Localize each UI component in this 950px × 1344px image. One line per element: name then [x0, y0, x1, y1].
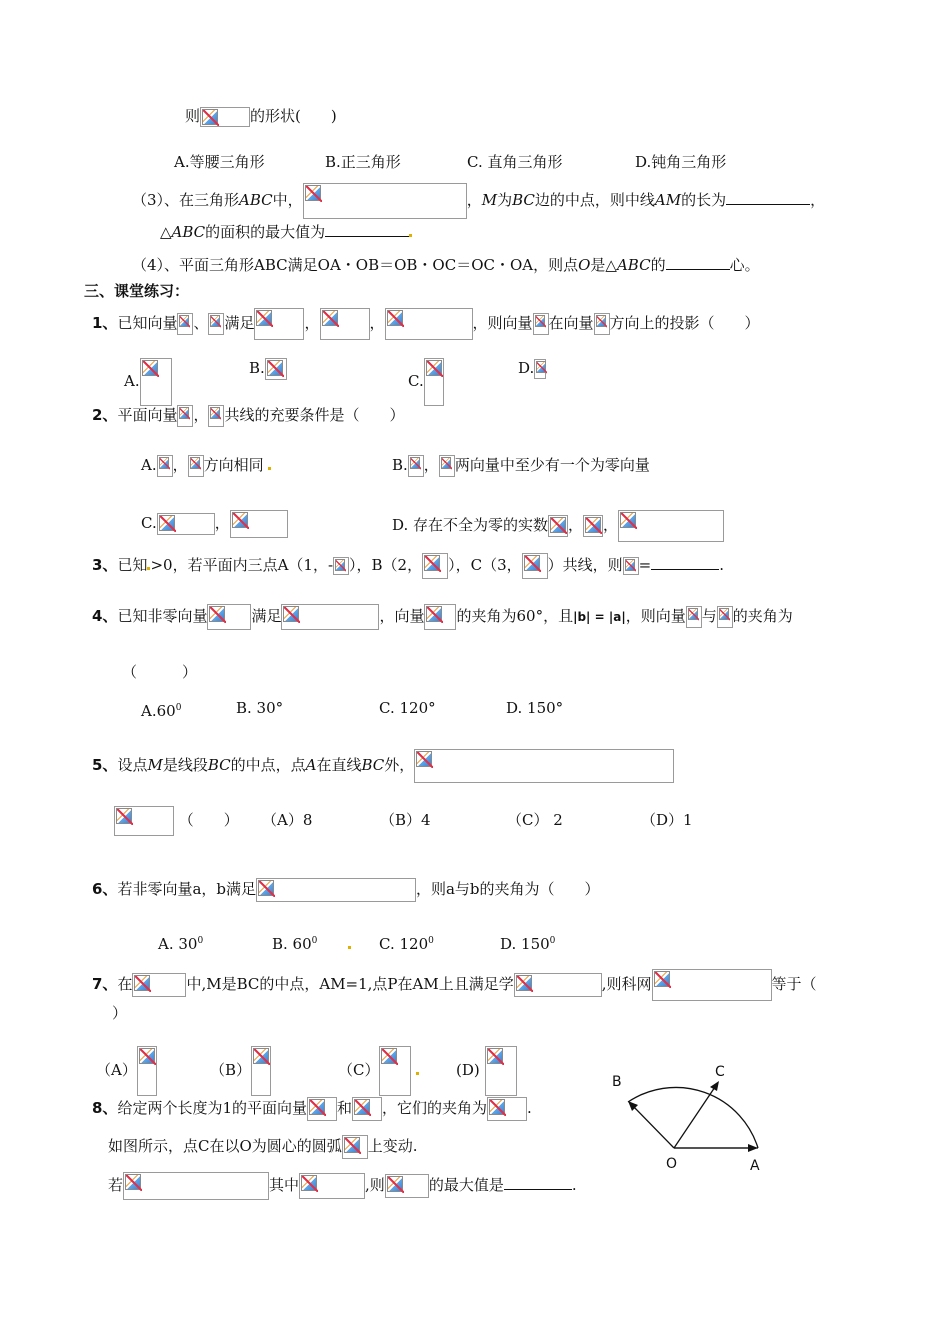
vector-image	[594, 313, 610, 335]
exercise-7-paren-close: ）	[112, 1004, 128, 1022]
exercise-2-option-b: B. ， 两向量中至少有一个为零向量	[392, 455, 650, 477]
vector-oc	[674, 1084, 717, 1148]
option-a: （A）	[96, 1046, 157, 1096]
formula-image	[385, 1174, 429, 1198]
formula-image	[623, 557, 639, 575]
formula-image	[320, 308, 370, 340]
exercise-4-paren: （ ）	[122, 663, 198, 681]
option-d: D.	[518, 358, 546, 379]
exercise-2-option-c: C. ，	[141, 510, 288, 538]
option-d: （D）1	[641, 811, 693, 829]
question-3-line-1: （3）、在三角形ABC中， ，M为BC边的中点，则中线AM的长为 ，	[132, 183, 825, 219]
formula-image	[514, 973, 602, 997]
formula-image	[485, 1046, 517, 1096]
label-b: B	[612, 1074, 622, 1090]
prev-question-shape-line: 则 的形状( )	[185, 107, 337, 125]
label-a: A	[750, 1158, 760, 1174]
formula-image	[157, 513, 215, 535]
vector-image	[686, 606, 702, 628]
option-a: A.	[124, 358, 172, 406]
option-d: D.钝角三角形	[635, 153, 727, 171]
exercise-1-stem: 1、已知向量 、 满足 ， ， ，则向量 在向量 方向上的投影（ ）	[92, 308, 760, 340]
vector-a-image	[177, 405, 193, 427]
label-c: C	[715, 1064, 725, 1080]
formula-image	[299, 1173, 365, 1199]
formula-image	[303, 183, 467, 219]
formula-image	[487, 1097, 527, 1121]
vector-a-image	[177, 313, 193, 335]
option-c: C. 120°	[379, 699, 436, 717]
formula-image	[200, 107, 250, 127]
option-d: (D)	[456, 1046, 517, 1096]
exercise-8-line-3: 若 其中 ,则 的最大值是 .	[108, 1172, 577, 1200]
formula-image	[307, 1097, 337, 1121]
exercise-2-option-a: A. ， 方向相同	[141, 455, 271, 477]
vector-image	[408, 455, 424, 477]
vector-image	[533, 313, 549, 335]
arc-ab	[628, 1087, 758, 1148]
formula-image	[256, 878, 416, 902]
exercise-7-stem: 7、在 中,M是BC的中点，AM=1,点P在AM上且满足学 ,则科网 等于（	[92, 969, 817, 1001]
option-d: D. 150°	[506, 699, 564, 717]
vector-b-image	[208, 405, 224, 427]
question-4-line: （4）、平面三角形ABC满足OA・OB＝OB・OC＝OC・OA，则点O是△ABC的 心。	[132, 256, 760, 274]
option-b: B.正三角形	[325, 153, 401, 171]
option-c: （C）	[338, 1046, 419, 1096]
option-d: D. $150^0$	[500, 935, 556, 953]
option-b: （B）4	[380, 811, 431, 829]
formula-image	[422, 553, 448, 579]
answer-blank	[726, 204, 810, 205]
formula-image	[652, 969, 772, 1001]
exercise-5-formula: （ ）	[114, 806, 239, 836]
formula-image	[379, 1046, 411, 1096]
option-c: （C） 2	[507, 811, 563, 829]
formula-image	[254, 308, 304, 340]
exercise-4-stem: 4、已知非零向量 满足 ，向量 的夹角为60°，且|b| = |a|，则向量 与 的夹角为	[92, 604, 793, 630]
formula-image	[352, 1097, 382, 1121]
option-b: B. 30°	[236, 699, 284, 717]
formula-image	[230, 510, 288, 538]
vector-image	[717, 606, 733, 628]
vector-image	[157, 455, 173, 477]
option-a: $A.60^0$	[141, 702, 182, 720]
answer-blank	[504, 1189, 572, 1190]
formula-image	[618, 510, 724, 542]
option-c: C. $120^0$	[379, 935, 434, 953]
formula-image	[251, 1046, 271, 1096]
option-b: （B）	[210, 1046, 271, 1096]
option-c: C.	[408, 358, 444, 406]
option-b: B. $60^0$	[272, 931, 351, 954]
formula-image	[424, 358, 444, 406]
formula-image	[207, 604, 251, 630]
label-o: O	[666, 1156, 678, 1172]
formula-image	[114, 806, 174, 836]
formula-image	[385, 308, 473, 340]
section-title: 三、课堂练习：	[84, 282, 190, 300]
formula-image	[132, 973, 186, 997]
formula-image	[342, 1135, 368, 1159]
formula-image	[281, 604, 379, 630]
formula-image	[522, 553, 548, 579]
exercise-3-stem: 3、已知 >0，若平面内三点A（1，- ），B（2， ），C（3， ）共线，则 = .	[92, 553, 724, 579]
option-c: C. 直角三角形	[467, 153, 563, 171]
vector-ob	[630, 1103, 674, 1148]
exercise-2-stem: 2、平面向量 ， 共线的充要条件是（ ）	[92, 405, 404, 427]
exercise-8-line-1: 8、给定两个长度为1的平面向量 和 ，它们的夹角为 .	[92, 1097, 532, 1121]
formula-image	[265, 358, 287, 380]
formula-image	[333, 557, 349, 575]
vector-image	[439, 455, 455, 477]
exercise-8-line-2: 如图所示，点C在以O为圆心的圆弧 上变动.	[108, 1135, 418, 1159]
answer-blank	[666, 269, 730, 270]
question-3-line-2: △ABC的面积的最大值为	[160, 222, 412, 242]
formula-image	[424, 604, 456, 630]
option-a: A. $30^0$	[158, 935, 204, 953]
vector-arc-figure	[600, 1060, 780, 1180]
formula-image	[123, 1172, 269, 1200]
exercise-2-option-d: D. 存在不全为零的实数 ， ，	[392, 510, 724, 542]
answer-blank	[651, 569, 719, 570]
answer-blank	[325, 236, 409, 237]
vector-b-image	[208, 313, 224, 335]
vector-image	[188, 455, 204, 477]
option-b: B.	[249, 358, 287, 380]
exercise-6-stem: 6、若非零向量a，b满足 ，则a与b的夹角为（ ）	[92, 878, 600, 902]
option-a: A.等腰三角形	[174, 153, 265, 171]
formula-image	[140, 358, 172, 406]
formula-image	[414, 749, 674, 783]
exercise-5-stem: 5、设点M是线段BC的中点，点A在直线BC外，	[92, 749, 674, 783]
formula-image	[137, 1046, 157, 1096]
formula-image	[534, 359, 546, 379]
option-a: （A）8	[262, 811, 313, 829]
formula-image	[583, 515, 603, 537]
formula-image	[548, 515, 568, 537]
